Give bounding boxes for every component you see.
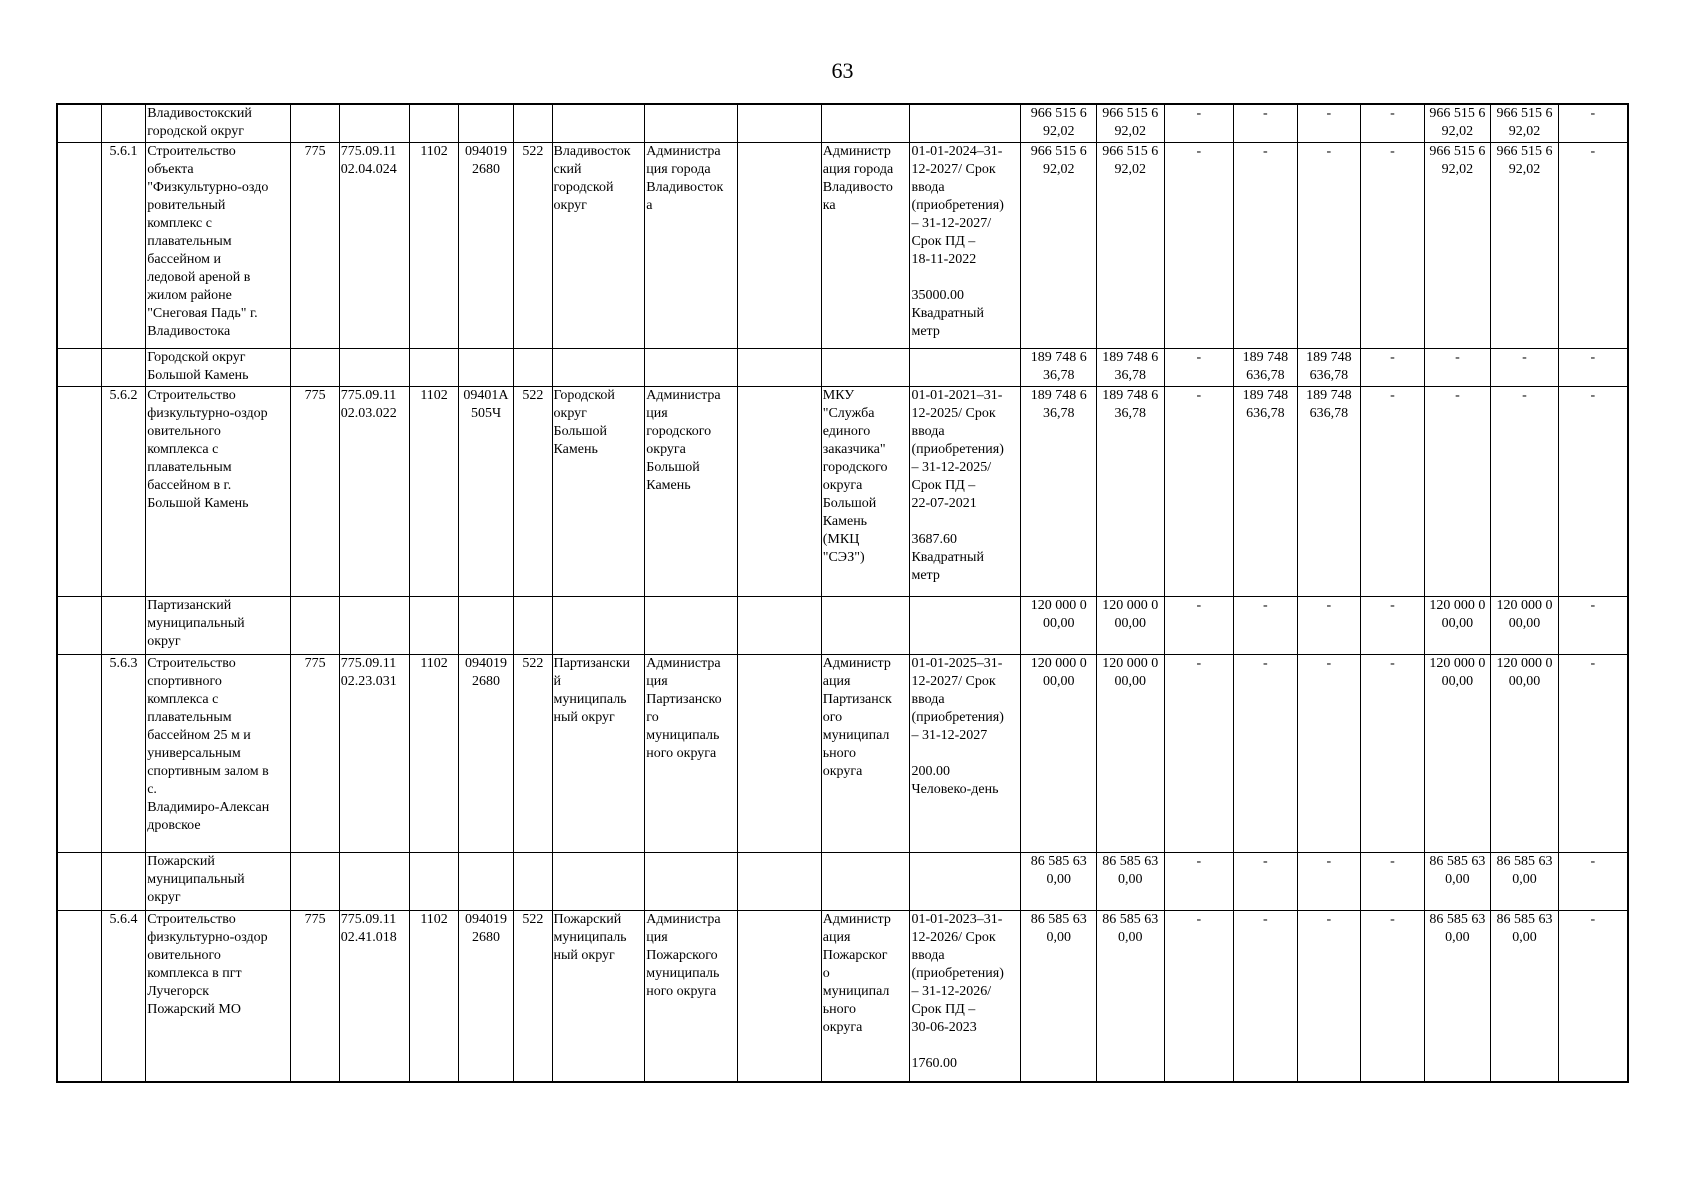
cell-v8: 86 585 63 0,00 [1491,852,1559,910]
cell-mo: Владивосток ский городской округ [552,142,645,348]
cell-v7: 86 585 63 0,00 [1424,852,1491,910]
cell-grbs [291,852,339,910]
cell-name: Городской округ Большой Камень [146,348,291,386]
subtotal-row [57,596,1628,654]
cell-v6: - [1361,852,1425,910]
cell-customer [821,852,910,910]
cell-v9: - [1558,142,1628,348]
cell-section [410,852,458,910]
cell-customer: МКУ "Служба единого заказчика" городского округа Большой Камень (МКЦ "СЭЗ") [821,386,910,596]
cell-v2: 966 515 6 92,02 [1097,142,1165,348]
cell-v4: - [1234,142,1298,348]
cell-v2: 189 748 6 36,78 [1097,386,1165,596]
cell-v6: - [1361,386,1425,596]
cell-v2: 120 000 0 00,00 [1097,596,1165,654]
cell-v5: - [1297,910,1361,1082]
cell-v1: 966 515 6 92,02 [1021,104,1097,142]
cell-code: 775.09.11 02.03.022 [339,386,410,596]
cell-code [339,596,410,654]
cell-v3: - [1164,654,1234,852]
cell-customer [821,348,910,386]
cell-v4: 189 748 636,78 [1234,386,1298,596]
cell-mo [552,104,645,142]
cell-v4: - [1234,910,1298,1082]
cell-v8: - [1491,348,1559,386]
cell-target: 094019 2680 [458,142,513,348]
cell-num [101,104,145,142]
cell-target [458,348,513,386]
table-row [57,142,1628,348]
cell-v1: 86 585 63 0,00 [1021,910,1097,1082]
cell-blank [57,348,101,386]
cell-v7: - [1424,348,1491,386]
cell-customer: Администр ация Партизанск ого муниципал ьного округа [821,654,910,852]
cell-v7: 966 515 6 92,02 [1424,142,1491,348]
cell-dates: 01-01-2024–31- 12-2027/ Срок ввода (приобретения) – 31-12-2027/ Срок ПД – 18-11-2022 35000.00 Квадратный метр [910,142,1021,348]
cell-admin [645,348,738,386]
cell-empty [738,596,822,654]
cell-admin: Администра ция города Владивосток а [645,142,738,348]
cell-v1: 120 000 0 00,00 [1021,654,1097,852]
cell-vr [514,104,552,142]
cell-code [339,852,410,910]
table-row [57,386,1628,596]
cell-num [101,596,145,654]
cell-section [410,596,458,654]
cell-v2: 189 748 6 36,78 [1097,348,1165,386]
cell-dates: 01-01-2021–31- 12-2025/ Срок ввода (приобретения) – 31-12-2025/ Срок ПД – 22-07-2021 3687.60 Квадратный метр [910,386,1021,596]
cell-mo [552,348,645,386]
cell-grbs: 775 [291,142,339,348]
cell-v6: - [1361,348,1425,386]
cell-empty [738,910,822,1082]
cell-grbs: 775 [291,910,339,1082]
cell-num [101,348,145,386]
cell-blank [57,910,101,1082]
cell-name: Владивостокский городской округ [146,104,291,142]
cell-mo [552,596,645,654]
cell-dates: 01-01-2023–31- 12-2026/ Срок ввода (приобретения) – 31-12-2026/ Срок ПД – 30-06-2023 1760.00 [910,910,1021,1082]
cell-vr [514,852,552,910]
cell-v8: 86 585 63 0,00 [1491,910,1559,1082]
cell-blank [57,654,101,852]
cell-target [458,104,513,142]
cell-v7: 120 000 0 00,00 [1424,596,1491,654]
cell-v8: 966 515 6 92,02 [1491,104,1559,142]
cell-name: Строительство физкультурно-оздор овительного комплекса в пгт Лучегорск Пожарский МО [146,910,291,1082]
cell-target: 09401А 505Ч [458,386,513,596]
cell-dates [910,104,1021,142]
cell-target [458,596,513,654]
table-row [57,910,1628,1082]
cell-v4: 189 748 636,78 [1234,348,1298,386]
cell-empty [738,348,822,386]
cell-empty [738,386,822,596]
budget-table [56,103,1629,1083]
cell-v9: - [1558,654,1628,852]
cell-blank [57,386,101,596]
cell-admin: Администра ция городского округа Большой Камень [645,386,738,596]
cell-code [339,104,410,142]
cell-v8: 966 515 6 92,02 [1491,142,1559,348]
cell-code: 775.09.11 02.04.024 [339,142,410,348]
cell-v1: 189 748 6 36,78 [1021,386,1097,596]
page-number: 63 [831,58,854,83]
cell-empty [738,104,822,142]
cell-v9: - [1558,386,1628,596]
cell-v1: 966 515 6 92,02 [1021,142,1097,348]
cell-v7: 120 000 0 00,00 [1424,654,1491,852]
cell-blank [57,596,101,654]
cell-admin: Администра ция Партизанско го муниципаль ного округа [645,654,738,852]
cell-target: 094019 2680 [458,654,513,852]
cell-mo [552,852,645,910]
cell-vr [514,348,552,386]
cell-v1: 189 748 6 36,78 [1021,348,1097,386]
cell-empty [738,654,822,852]
cell-dates [910,348,1021,386]
cell-section: 1102 [410,910,458,1082]
cell-grbs [291,348,339,386]
cell-name: Пожарский муниципальный округ [146,852,291,910]
cell-code [339,348,410,386]
cell-v1: 86 585 63 0,00 [1021,852,1097,910]
cell-customer: Администр ация Пожарског о муниципал ьного округа [821,910,910,1082]
cell-admin [645,104,738,142]
cell-mo: Городской округ Большой Камень [552,386,645,596]
cell-v3: - [1164,910,1234,1082]
cell-v7: 86 585 63 0,00 [1424,910,1491,1082]
cell-num: 5.6.1 [101,142,145,348]
cell-v6: - [1361,104,1425,142]
cell-v4: - [1234,104,1298,142]
cell-section: 1102 [410,142,458,348]
cell-v4: - [1234,596,1298,654]
cell-dates: 01-01-2025–31- 12-2027/ Срок ввода (приобретения) – 31-12-2027 200.00 Человеко-день [910,654,1021,852]
cell-v2: 120 000 0 00,00 [1097,654,1165,852]
cell-v2: 966 515 6 92,02 [1097,104,1165,142]
cell-code: 775.09.11 02.41.018 [339,910,410,1082]
subtotal-row [57,852,1628,910]
cell-name: Строительство спортивного комплекса с плавательным бассейном 25 м и универсальным спортивным залом в с. Владимиро-Алексан дровское [146,654,291,852]
cell-grbs: 775 [291,654,339,852]
cell-target [458,852,513,910]
cell-mo: Пожарский муниципаль ный округ [552,910,645,1082]
subtotal-row [57,348,1628,386]
cell-admin: Администра ция Пожарского муниципаль ного округа [645,910,738,1082]
cell-dates [910,596,1021,654]
cell-name: Строительство физкультурно-оздор овительного комплекса с плавательным бассейном в г. Большой Камень [146,386,291,596]
cell-section: 1102 [410,654,458,852]
cell-v4: - [1234,654,1298,852]
cell-num: 5.6.3 [101,654,145,852]
cell-v7: - [1424,386,1491,596]
cell-num [101,852,145,910]
cell-vr: 522 [514,386,552,596]
cell-v6: - [1361,596,1425,654]
cell-v7: 966 515 6 92,02 [1424,104,1491,142]
cell-admin [645,596,738,654]
cell-v5: - [1297,852,1361,910]
cell-empty [738,142,822,348]
cell-v9: - [1558,596,1628,654]
cell-v5: 189 748 636,78 [1297,348,1361,386]
cell-v3: - [1164,104,1234,142]
cell-num: 5.6.2 [101,386,145,596]
cell-v5: 189 748 636,78 [1297,386,1361,596]
subtotal-row [57,104,1628,142]
cell-target: 094019 2680 [458,910,513,1082]
cell-v9: - [1558,348,1628,386]
cell-vr: 522 [514,910,552,1082]
cell-vr [514,596,552,654]
cell-v5: - [1297,142,1361,348]
cell-admin [645,852,738,910]
cell-name: Партизанский муниципальный округ [146,596,291,654]
cell-v1: 120 000 0 00,00 [1021,596,1097,654]
cell-num: 5.6.4 [101,910,145,1082]
cell-grbs: 775 [291,386,339,596]
cell-v3: - [1164,386,1234,596]
cell-dates [910,852,1021,910]
cell-v9: - [1558,104,1628,142]
cell-v3: - [1164,142,1234,348]
cell-section [410,348,458,386]
cell-v6: - [1361,142,1425,348]
cell-grbs [291,596,339,654]
cell-vr: 522 [514,654,552,852]
cell-name: Строительство объекта "Физкультурно-оздо ровительный комплекс с плавательным бассейном и ледовой ареной в жилом районе "Снеговая Падь" г. Владивостока [146,142,291,348]
cell-v9: - [1558,852,1628,910]
cell-grbs [291,104,339,142]
cell-v5: - [1297,596,1361,654]
cell-blank [57,104,101,142]
cell-code: 775.09.11 02.23.031 [339,654,410,852]
cell-blank [57,852,101,910]
cell-v2: 86 585 63 0,00 [1097,852,1165,910]
cell-v5: - [1297,654,1361,852]
cell-v2: 86 585 63 0,00 [1097,910,1165,1082]
cell-v3: - [1164,596,1234,654]
cell-v8: - [1491,386,1559,596]
cell-v8: 120 000 0 00,00 [1491,596,1559,654]
cell-customer [821,596,910,654]
cell-v6: - [1361,910,1425,1082]
cell-mo: Партизански й муниципаль ный округ [552,654,645,852]
cell-vr: 522 [514,142,552,348]
cell-v3: - [1164,348,1234,386]
cell-v8: 120 000 0 00,00 [1491,654,1559,852]
cell-customer: Администр ация города Владивосто ка [821,142,910,348]
cell-v3: - [1164,852,1234,910]
cell-customer [821,104,910,142]
cell-section: 1102 [410,386,458,596]
cell-v6: - [1361,654,1425,852]
cell-v4: - [1234,852,1298,910]
table-row [57,654,1628,852]
cell-blank [57,142,101,348]
cell-empty [738,852,822,910]
cell-v5: - [1297,104,1361,142]
cell-section [410,104,458,142]
cell-v9: - [1558,910,1628,1082]
